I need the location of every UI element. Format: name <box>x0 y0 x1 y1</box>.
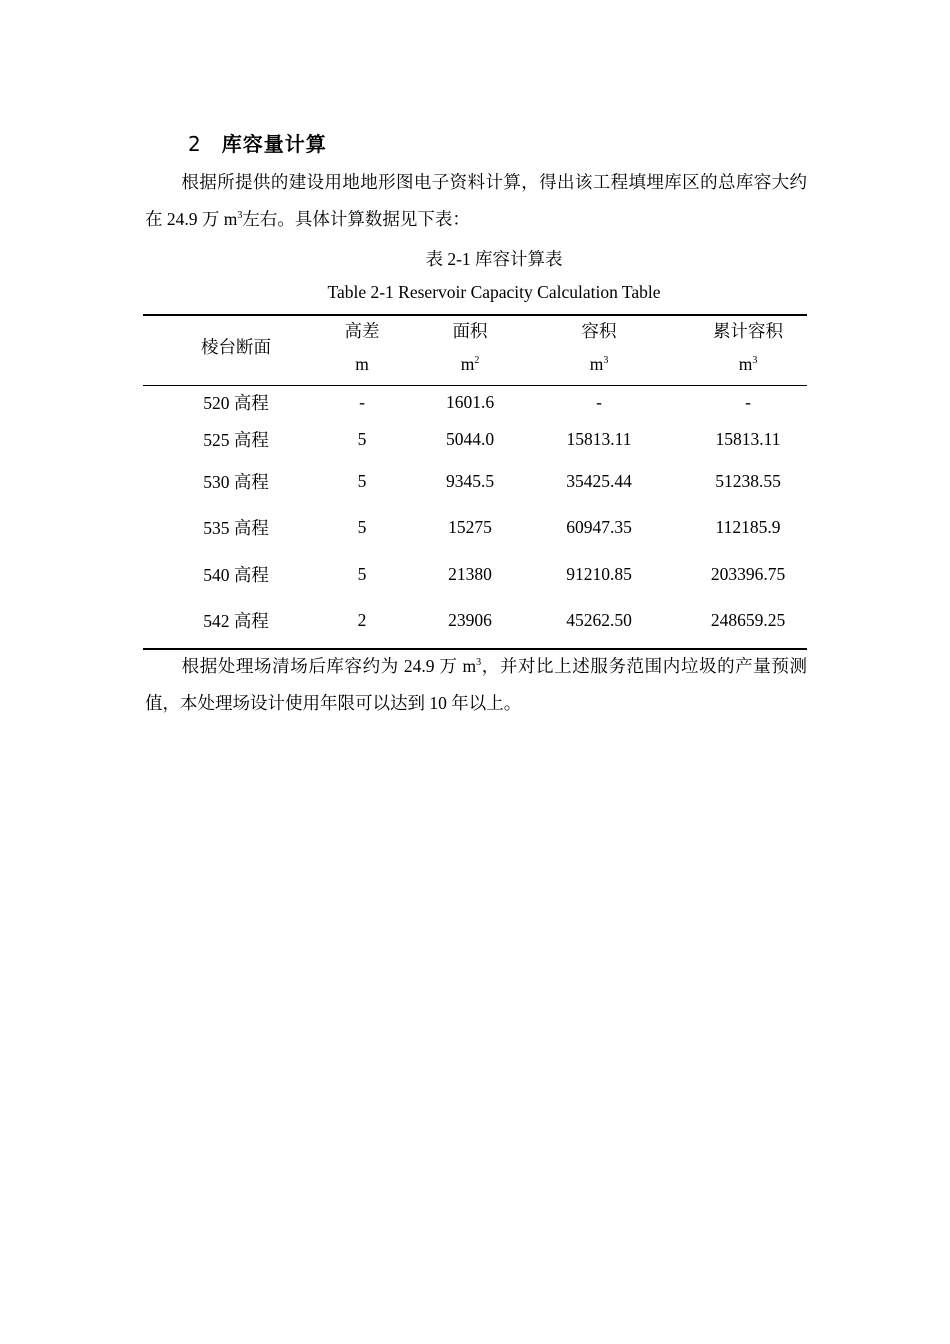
section-number: 2 <box>188 132 202 156</box>
row-3-height-diff: 5 <box>357 471 367 491</box>
header-area-unit: $m^2$ <box>460 354 480 374</box>
row-4-height-diff: 5 <box>357 517 367 537</box>
header-section: 棱台断面 <box>201 337 271 357</box>
row-1-cumulative: - <box>745 392 751 412</box>
header-height-diff-unit: m <box>355 354 369 374</box>
intro-text-b: 左右。具体计算数据见下表： <box>242 209 470 229</box>
header-volume: 容积 <box>581 321 617 341</box>
conclusion-paragraph <box>145 648 807 722</box>
header-area: 面积 <box>452 321 488 341</box>
conclusion-superscript: 3 <box>476 657 482 668</box>
row-1-height-diff: - <box>359 392 365 412</box>
row-5-volume: 91210.85 <box>566 564 632 584</box>
header-cumulative-unit: $m^3$ <box>738 354 758 374</box>
row-6-height-diff: 2 <box>357 610 367 630</box>
conclusion-text-b: ，并对比上述服务范围内垃圾的产量预测值，本处理场设计使用年限可以达到 10 年以上。 <box>145 656 807 713</box>
row-5-section: 540 高程 <box>203 565 269 585</box>
row-6-area: 23906 <box>448 610 492 630</box>
row-5-height-diff: 5 <box>357 564 367 584</box>
table-header-rule <box>143 385 807 386</box>
section-heading <box>188 128 327 157</box>
intro-text-a: 根据所提供的建设用地地形图电子资料计算，得出该工程填埋库区的总库容大约在 24.9 万 m <box>145 172 807 229</box>
header-height-diff: 高差 <box>344 321 380 341</box>
row-3-volume: 35425.44 <box>566 471 632 491</box>
row-5-cumulative: 203396.75 <box>710 564 786 584</box>
table-caption-cn: 表 2-1 库容计算表 <box>425 249 563 269</box>
header-cumulative: 累计容积 <box>713 321 783 341</box>
row-2-section: 525 高程 <box>203 430 269 450</box>
row-4-cumulative: 112185.9 <box>715 517 781 537</box>
row-2-volume: 15813.11 <box>566 429 632 449</box>
row-3-cumulative: 51238.55 <box>715 471 781 491</box>
section-title: 库容量计算 <box>221 132 327 156</box>
table-top-rule <box>143 314 807 316</box>
row-1-section: 520 高程 <box>203 393 269 413</box>
row-4-section: 535 高程 <box>203 518 269 538</box>
table-caption-en: Table 2-1 Reservoir Capacity Calculation Table <box>327 282 661 302</box>
row-1-area: 1601.6 <box>445 392 495 412</box>
row-4-volume: 60947.35 <box>566 517 632 537</box>
row-2-area: 5044.0 <box>445 429 495 449</box>
row-6-section: 542 高程 <box>203 611 269 631</box>
row-6-volume: 45262.50 <box>566 610 632 630</box>
row-2-cumulative: 15813.11 <box>715 429 781 449</box>
intro-paragraph <box>145 164 807 238</box>
row-1-volume: - <box>596 392 602 412</box>
row-4-area: 15275 <box>448 517 492 537</box>
row-3-area: 9345.5 <box>445 471 495 491</box>
row-3-section: 530 高程 <box>203 472 269 492</box>
conclusion-text-a: 根据处理场清场后库容约为 24.9 万 m <box>181 656 477 676</box>
row-5-area: 21380 <box>448 564 492 584</box>
intro-superscript: 3 <box>237 210 243 221</box>
header-volume-unit: $m^3$ <box>589 354 609 374</box>
row-6-cumulative: 248659.25 <box>710 610 786 630</box>
row-2-height-diff: 5 <box>357 429 367 449</box>
